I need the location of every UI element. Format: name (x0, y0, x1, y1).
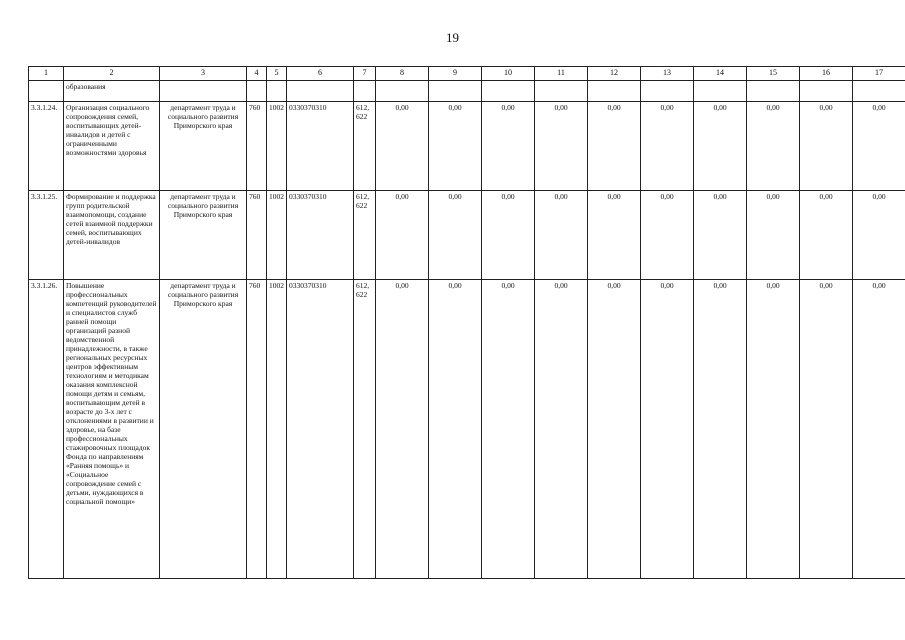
amount: 0,00 (694, 191, 747, 280)
amount: 0,00 (747, 191, 800, 280)
grbs-code: 760 (247, 191, 267, 280)
amount: 0,00 (376, 102, 429, 191)
amount: 0,00 (376, 280, 429, 579)
amount: 0,00 (641, 102, 694, 191)
vr-code: 612, 622 (354, 102, 376, 191)
csr-code: 0330370310 (287, 280, 354, 579)
amount: 0,00 (588, 280, 641, 579)
table-row (29, 191, 905, 280)
amount: 0,00 (800, 280, 853, 579)
col-header: 11 (535, 67, 588, 81)
amount: 0,00 (853, 280, 905, 579)
activity-code: 3.3.1.25. (29, 191, 64, 280)
activity-name: Организация социального сопровождения семей, воспитывающих детей-инвалидов и детей с ограниченными возможностями здоровья (64, 102, 160, 191)
amount: 0,00 (641, 191, 694, 280)
amount: 0,00 (747, 280, 800, 579)
rzpr-code: 1002 (267, 280, 287, 579)
continuation-row (29, 81, 905, 102)
col-header: 17 (853, 67, 905, 81)
table-row (29, 280, 905, 579)
amount: 0,00 (429, 102, 482, 191)
amount: 0,00 (641, 280, 694, 579)
col-header: 15 (747, 67, 800, 81)
activity-code: 3.3.1.24. (29, 102, 64, 191)
amount: 0,00 (376, 191, 429, 280)
col-header: 3 (160, 67, 247, 81)
amount: 0,00 (747, 102, 800, 191)
grbs-code: 760 (247, 280, 267, 579)
col-header: 1 (29, 67, 64, 81)
col-header: 7 (354, 67, 376, 81)
table-row (29, 102, 905, 191)
activity-name: Формирование и поддержка групп родительской взаимопомощи, создание сетей взаимной поддержки семей, воспитывающих детей-инвалидов (64, 191, 160, 280)
amount: 0,00 (429, 191, 482, 280)
col-header: 14 (694, 67, 747, 81)
amount: 0,00 (482, 191, 535, 280)
amount: 0,00 (588, 191, 641, 280)
vr-code: 612, 622 (354, 191, 376, 280)
grbs-code: 760 (247, 102, 267, 191)
amount: 0,00 (588, 102, 641, 191)
col-header: 16 (800, 67, 853, 81)
vr-code: 612, 622 (354, 280, 376, 579)
amount: 0,00 (535, 191, 588, 280)
header-row (29, 67, 905, 81)
col-header: 12 (588, 67, 641, 81)
csr-code: 0330370310 (287, 102, 354, 191)
amount: 0,00 (853, 102, 905, 191)
amount: 0,00 (535, 102, 588, 191)
col-header: 10 (482, 67, 535, 81)
activity-name: Повышение профессиональных компетенций руководителей и специалистов служб ранней помощи организаций разной ведомственной принадлежности, в также региональных ресурсных центров эффективным технологиям и методикам оказания комплексной помощи детям и семьям, воспитывающим детей в возрасте до 3-х лет с отклонениями в развитии и здоровье, на базе профессиональных стажировочных площадок Фонда по направлениям «Ранняя помощь» и «Социальное сопровождение семей с детьми, нуждающихся в социальной помощи» (64, 280, 160, 579)
col-header: 2 (64, 67, 160, 81)
rzpr-code: 1002 (267, 102, 287, 191)
amount: 0,00 (429, 280, 482, 579)
executor: департамент труда и социального развития Приморского края (160, 191, 247, 280)
activity-name: образования (64, 81, 160, 102)
col-header: 13 (641, 67, 694, 81)
col-header: 5 (267, 67, 287, 81)
amount: 0,00 (800, 102, 853, 191)
executor: департамент труда и социального развития Приморского края (160, 102, 247, 191)
budget-table (28, 66, 905, 579)
activity-code: 3.3.1.26. (29, 280, 64, 579)
col-header: 6 (287, 67, 354, 81)
amount: 0,00 (694, 280, 747, 579)
page-number: 19 (446, 30, 459, 45)
amount: 0,00 (482, 280, 535, 579)
csr-code: 0330370310 (287, 191, 354, 280)
amount: 0,00 (800, 191, 853, 280)
rzpr-code: 1002 (267, 191, 287, 280)
amount: 0,00 (482, 102, 535, 191)
col-header: 4 (247, 67, 267, 81)
amount: 0,00 (535, 280, 588, 579)
amount: 0,00 (853, 191, 905, 280)
executor: департамент труда и социального развития Приморского края (160, 280, 247, 579)
col-header: 9 (429, 67, 482, 81)
amount: 0,00 (694, 102, 747, 191)
col-header: 8 (376, 67, 429, 81)
